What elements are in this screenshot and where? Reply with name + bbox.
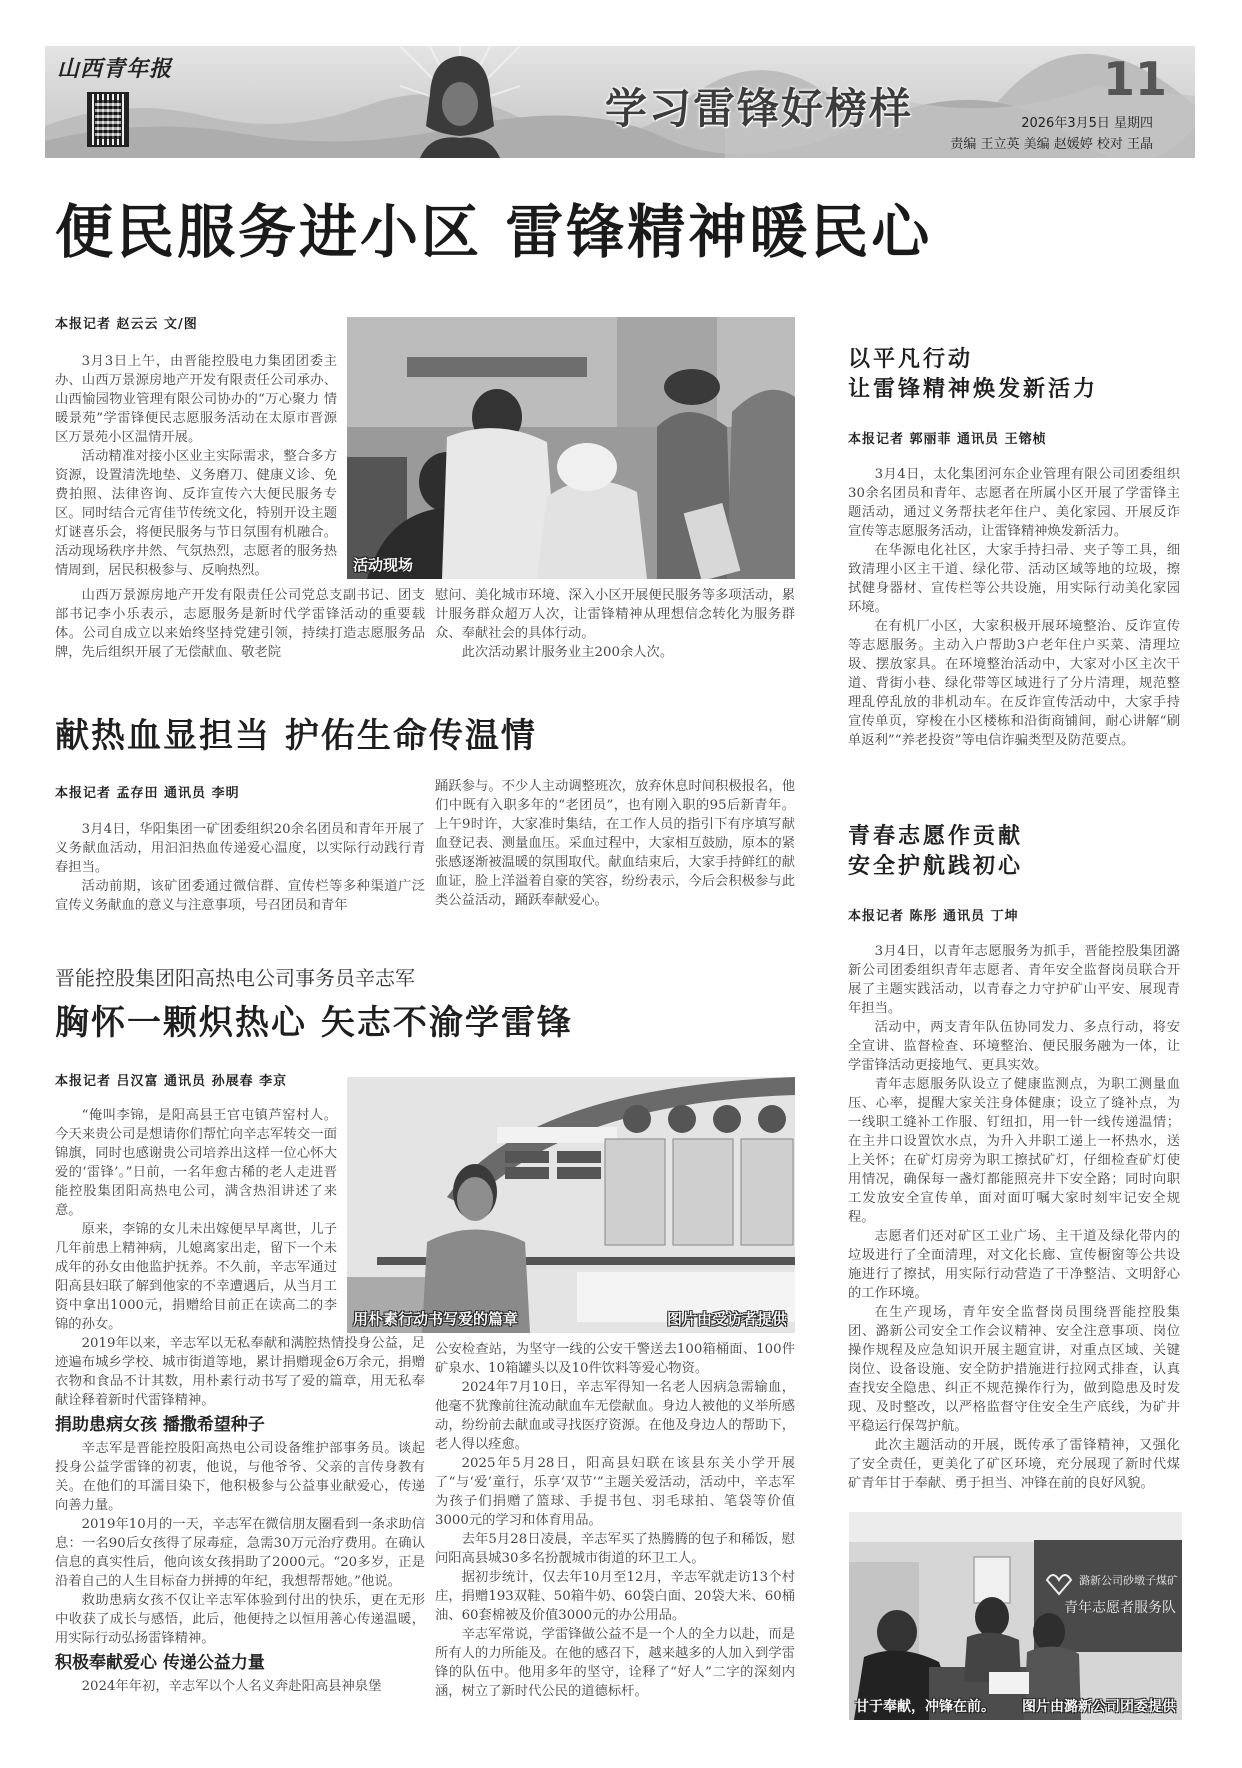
paragraph: 辛志军常说，学雷锋做公益不是一个人的全力以赴，而是所有人的力所能及。在他的感召下，越来越多的人加入到学雷锋的队伍中。他用多年的坚守，诠释了“好人”二字的深刻内涵，树立了新时代公民的道德标杆。 <box>435 1627 795 1699</box>
qr-code-icon[interactable] <box>87 92 129 147</box>
photo-caption: 活动现场 <box>353 556 414 574</box>
paragraph: 原来，李锦的女儿未出嫁便早早离世，儿子几年前患上精神病，儿媳离家出走，留下一个未成年的孙女由他监护抚养。不久前，辛志军通过阳高县妇联了解到他家的不幸遭遇后，从当月工资中拿出1000元，捐赠给目前正在读高二的李锦的孙女。 <box>55 1222 337 1332</box>
article5-headline: 青春志愿作贡献 安全护航践初心 <box>848 824 1024 879</box>
subheading: 积极奉献爱心 传递公益力量 <box>55 1653 265 1673</box>
paragraph: 公安检查站，为坚守一线的公安干警送去100箱桶面、100件矿泉水、10箱罐头以及10件饮料等爱心物资。 <box>435 1342 795 1376</box>
paragraph: 救助患病女孩不仅让辛志军体验到付出的快乐，更在无形中收获了成长与感悟，此后，他便持之以恒用善心传递温暖，用实际行动弘扬雷锋精神。 <box>55 1593 425 1646</box>
paragraph: 2019年以来，辛志军以无私奉献和满腔热情投身公益，足迹遍布城乡学校、城市街道等地，累计捐赠现金6万余元，捐赠衣物和食品不计其数，用朴素行动书写了爱的篇章，用无私奉献诠释着新时代雷锋精神。 <box>55 1336 425 1408</box>
newspaper-logo: 山西青年报 <box>57 56 173 82</box>
article1-photo <box>347 317 795 579</box>
paragraph: 2024年年初，辛志军以个人名义奔赴阳高县神泉堡 <box>81 1679 382 1694</box>
article1-bottom-right <box>435 586 795 662</box>
photo-caption-left: 用朴素行动书写爱的篇章 <box>353 1310 519 1328</box>
paragraph: 据初步统计，仅去年10月至12月，辛志军就走访13个村庄，捐赠193双鞋、50箱牛奶、60袋白面、20袋大米、60桶油、60套棉被及价值3000元的办公用品。 <box>435 1570 795 1623</box>
article5-byline: 本报记者 陈彤 通讯员 丁坤 <box>848 909 1019 924</box>
paragraph: 在有机厂小区，大家积极开展环境整治、反诈宣传等志愿服务。主动入户帮助3户老年住户买菜、清理垃圾、摆放家具。在环境整治活动中，大家对小区主次干道、背街小巷、绿化带等区域进行了分片清理，规范整理乱停乱放的非机动车。在反诈宣传活动中，大家手持宣传单页，穿梭在小区楼栋和沿街商铺间，耐心讲解“刷单返利”“养老投资”等电信诈骗类型及防范要点。 <box>848 619 1180 748</box>
lei-feng-portrait <box>400 46 520 158</box>
article1-col1 <box>55 352 337 580</box>
paragraph: 踊跃参与。不少人主动调整班次，放弃休息时间积极报名，他们中既有入职多年的“老团员”，也有刚入职的95后新青年。上午9时许，大家准时集结，在工作人员的指引下有序填写献血登记表、测量血压。采血过程中，大家相互鼓励，原本的紧张感逐渐被温暖的氛围取代。献血结束后，大家手持鲜红的献血证，脸上洋溢着自豪的笑容，纷纷表示，今后会积极参与此类公益活动，踊跃奉献爱心。 <box>435 779 795 908</box>
paragraph: 此次活动累计服务业主200余人次。 <box>461 645 674 660</box>
article3-byline: 本报记者 吕汉富 通讯员 孙展春 李京 <box>55 1074 288 1089</box>
article1-byline: 本报记者 赵云云 文/图 <box>55 317 198 332</box>
article3-photo <box>347 1077 795 1333</box>
photo-caption-left: 甘于奉献，冲锋在前。 <box>855 1699 995 1715</box>
paragraph: 2025年5月28日，阳高县妇联在该县东关小学开展了“与‘爱’童行，乐享‘双节’”主题关爱活动，活动中，辛志军为孩子们捐赠了篮球、手提书包、羽毛球拍、笔袋等价值3000元的学习和体育用品。 <box>435 1456 795 1528</box>
paragraph: 活动中，两支青年队伍协同发力、多点行动，将安全宣讲、监督检查、环境整治、便民服务融为一体，让学雷锋活动更接地气、更具实效。 <box>848 1020 1180 1073</box>
article2-col1 <box>55 820 425 915</box>
article4-headline: 以平凡行动 让雷锋精神焕发新活力 <box>848 347 1099 402</box>
banner-text-2: 青年志愿者服务队 <box>1064 1600 1176 1616</box>
article4-byline: 本报记者 郭丽菲 通讯员 王镕桢 <box>848 432 1047 447</box>
photo-credit: 图片由受访者提供 <box>666 1310 787 1328</box>
xin-zhijun-portrait-image <box>347 1077 795 1333</box>
article5-body <box>848 942 1180 1493</box>
paragraph: 青年志愿服务队设立了健康监测点，为职工测量血压、心率，提醒大家关注身体健康；设立了缝补点，为一线职工缝补工作服、钉纽扣，用一针一线传递温情；在主井口设置饮水点，为升入井职工递上一杯热水，送上关怀；在矿灯房旁为职工擦拭矿灯，仔细检查矿灯使用情况，确保每一盏灯都能照亮井下安全路；同时向职工发放安全宣传单，面对面叮嘱大家时刻牢记安全规程。 <box>848 1077 1180 1225</box>
section-title: 学习雷锋好榜样 <box>605 84 914 133</box>
editor-credits: 责编 王立英 美编 赵媛婷 校对 王晶 <box>950 137 1153 152</box>
paragraph: 在华源电化社区，大家手持扫帚、夹子等工具，细致清理小区主干道、绿化带、活动区域等地的垃圾，擦拭健身器材、宣传栏等公共设施，用实际行动美化家园环境。 <box>848 543 1180 615</box>
banner-text-1: 潞新公司砂墩子煤矿 <box>1079 1574 1178 1587</box>
paragraph: 慰问、美化城市环境、深入小区开展便民服务等多项活动，累计服务群众超万人次，让雷锋精神从理想信念转化为服务群众、奉献社会的具体行动。 <box>435 588 795 641</box>
volunteers-photo-image <box>347 317 795 579</box>
paragraph: 志愿者们还对矿区工业广场、主干道及绿化带内的垃圾进行了全面清理，对文化长廊、宣传橱窗等公共设施进行了擦拭，用实际行动营造了干净整洁、文明舒心的工作环境。 <box>848 1229 1180 1301</box>
paragraph: “俺叫李锦，是阳高县王官屯镇芦窑村人。今天来贵公司是想请你们帮忙向辛志军转交一面锦旗，同时也感谢贵公司培养出这样一位心怀大爱的‘雷锋’。”日前，一名年愈古稀的老人走进晋能控股集团阳高热电公司，满含热泪讲述了来意。 <box>55 1108 337 1218</box>
article2-headline: 献热血显担当 护佑生命传温情 <box>55 716 537 756</box>
paragraph: 此次主题活动的开展，既传承了雷锋精神，又强化了安全责任，更美化了矿区环境，充分展现了新时代煤矿青年甘于奉献、勇于担当、冲锋在前的良好风貌。 <box>848 1438 1180 1491</box>
main-headline: 便民服务进小区 雷锋精神暖民心 <box>55 198 933 266</box>
article5-photo <box>849 1512 1182 1720</box>
paragraph: 3月4日，以青年志愿服务为抓手，晋能控股集团潞新公司团委组织青年志愿者、青年安全监督岗员联合开展了主题实践活动，以青春之力守护矿山平安、展现青年担当。 <box>848 944 1180 1016</box>
paragraph: 活动前期，该矿团委通过微信群、宣传栏等多种渠道广泛宣传义务献血的意义与注意事项，号召团员和青年 <box>55 879 425 913</box>
publication-date: 2026年3月5日 星期四 <box>1021 116 1153 131</box>
article3-col1-lower <box>55 1334 425 1696</box>
paragraph: 活动精准对接小区业主实际需求，整合多方资源，设置清洗地垫、义务磨刀、健康义诊、免费拍照、法律咨询、反诈宣传六大便民服务专区。同时结合元宵佳节传统文化，特别开设主题灯谜喜乐会，将便民服务与节日氛围有机融合。活动现场秩序井然、气氛热烈，志愿者的服务热情周到，居民积极参与、反响热烈。 <box>55 449 337 578</box>
paragraph: 3月3日上午，由晋能控股电力集团团委主办、山西万景源房地产开发有限责任公司承办、山西愉园物业管理有限公司协办的“万心聚力 情暖景苑”学雷锋便民志愿服务活动在太原市晋源区万景苑小区温情开展。 <box>55 354 337 445</box>
paragraph: 辛志军是晋能控股阳高热电公司设备维护部事务员。谈起投身公益学雷锋的初衷，他说，与他爷爷、父亲的言传身教有关。在他们的耳濡目染下，他积极参与公益事业献爱心，传递向善力量。 <box>55 1441 425 1513</box>
paragraph: 2019年10月的一天，辛志军在微信朋友圈看到一条求助信息：一名90后女孩得了尿毒症，急需30万元治疗费用。在确认信息的真实性后，他向该女孩捐助了2000元。“20多岁，正是沿着自己的人生目标奋力拼搏的年纪，我想帮帮她。”他说。 <box>55 1517 425 1589</box>
blood-pressure-check-image <box>849 1512 1182 1720</box>
masthead <box>45 46 1195 158</box>
article3-kicker: 晋能控股集团阳高热电公司事务员辛志军 <box>55 966 415 990</box>
paragraph: 去年5月28日凌晨，辛志军买了热腾腾的包子和稀饭，慰问阳高县城30多名扮靓城市街道的环卫工人。 <box>435 1532 795 1566</box>
article3-headline: 胸怀一颗炽热心 矢志不渝学雷锋 <box>55 1003 573 1043</box>
paragraph: 3月4日，华阳集团一矿团委组织20余名团员和青年开展了义务献血活动，用汩汩热血传递爱心温度，以实际行动践行青春担当。 <box>55 822 425 875</box>
photo-credit: 图片由潞新公司团委提供 <box>1022 1699 1176 1715</box>
paragraph: 2024年7月10日，辛志军得知一名老人因病急需输血，他毫不犹豫前往流动献血车无偿献血。身边人被他的义举所感动，纷纷前去献血或寻找医疗资源。在他及身边人的帮助下，老人得以痊愈。 <box>435 1380 795 1452</box>
subheading: 捐助患病女孩 播撒希望种子 <box>55 1415 265 1435</box>
paragraph: 3月4日，太化集团河东企业管理有限公司团委组织30余名团员和青年、志愿者在所属小区开展了学雷锋主题活动，通过义务帮扶老年住户、美化家园、开展反诈宣传等志愿服务活动，让雷锋精神焕发新活力。 <box>848 467 1180 539</box>
page-number: 11 <box>1102 52 1167 106</box>
article1-bottom-left <box>55 586 425 662</box>
article2-col2 <box>435 777 795 910</box>
article3-col2 <box>435 1340 795 1701</box>
article3-col1-top <box>55 1106 337 1334</box>
paragraph: 山西万景源房地产开发有限责任公司党总支副书记、团支部书记李小乐表示，志愿服务是新时代学雷锋活动的重要载体。公司自成立以来始终坚持党建引领，持续打造志愿服务品牌，先后组织开展了无偿献血、敬老院 <box>55 588 425 660</box>
article2-byline: 本报记者 孟存田 通讯员 李明 <box>55 786 240 801</box>
article4-body <box>848 465 1180 750</box>
paragraph: 在生产现场，青年安全监督岗员围绕晋能控股集团、潞新公司安全工作会议精神、安全注意事项、岗位操作规程及应急知识开展主题宣讲，对重点区域、关键岗位、设备设施、安全防护措施进行拉网式排查，认真查找安全隐患、纠正不规范操作行为，做到隐患及时发现、及时整改，以严格监督守住安全生产底线，为矿井平稳运行保驾护航。 <box>848 1305 1180 1434</box>
